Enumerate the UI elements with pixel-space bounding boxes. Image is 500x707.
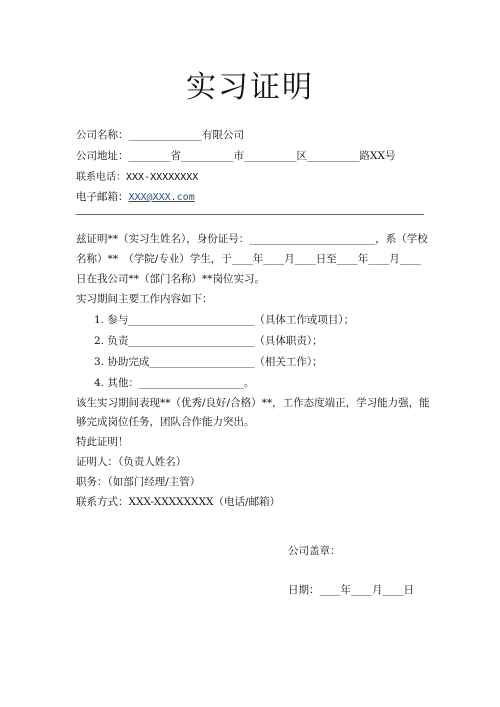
signer-person: 证明人：（负责人姓名） [76, 456, 187, 468]
email-link[interactable]: XXX@XXX.com [128, 192, 195, 203]
duty-item-2: 2. 负责________________________（具体职责）； [94, 335, 323, 347]
company-email-line [76, 190, 195, 205]
certify-statement: 特此证明！ [76, 436, 129, 448]
duty-item-1: 1. 参与________________________（具体工作或项目）； [94, 314, 355, 326]
signer-position: 职务：（如部门经理/主管） [76, 476, 201, 488]
seal-date: 日期：____年____月____日 [288, 584, 414, 596]
signer-contact: 联系方式：XXX-XXXXXXXX（电话/邮箱） [76, 496, 281, 508]
header-divider [76, 214, 424, 215]
document-title: 实习证明 [186, 70, 314, 105]
certify-paragraph-line-3: 日在我公司**（部门名称）**岗位实习。 [76, 273, 265, 285]
company-phone-line [76, 170, 198, 185]
duty-item-4: 4. 其他：____________________。 [94, 377, 255, 389]
duties-intro: 实习期间主要工作内容如下： [76, 293, 213, 305]
email-label: 电子邮箱： [76, 191, 129, 203]
company-name-line: 公司名称：______________有限公司 [76, 129, 244, 141]
duty-item-3: 3. 协助完成____________________（相关工作）； [94, 356, 323, 368]
company-phone-text: 联系电话：XXX-XXXXXXXX [76, 172, 199, 183]
evaluation-line-1: 该生实习期间表现**（优秀/良好/合格）**，工作态度端正，学习能力强，能 [76, 397, 430, 409]
evaluation-line-2: 够完成岗位任务，团队合作能力突出。 [76, 416, 255, 428]
company-address-line: 公司地址：________省__________市__________区__________路XX号 [76, 150, 396, 162]
certify-paragraph-line-2: 名称）** （学院/专业）学生，于____年____月____日至____年____月____ [76, 253, 421, 265]
seal-label: 公司盖章： [288, 545, 341, 557]
certify-paragraph-line-1: 兹证明**（实习生姓名），身份证号：________________________，系（学校 [76, 233, 428, 245]
